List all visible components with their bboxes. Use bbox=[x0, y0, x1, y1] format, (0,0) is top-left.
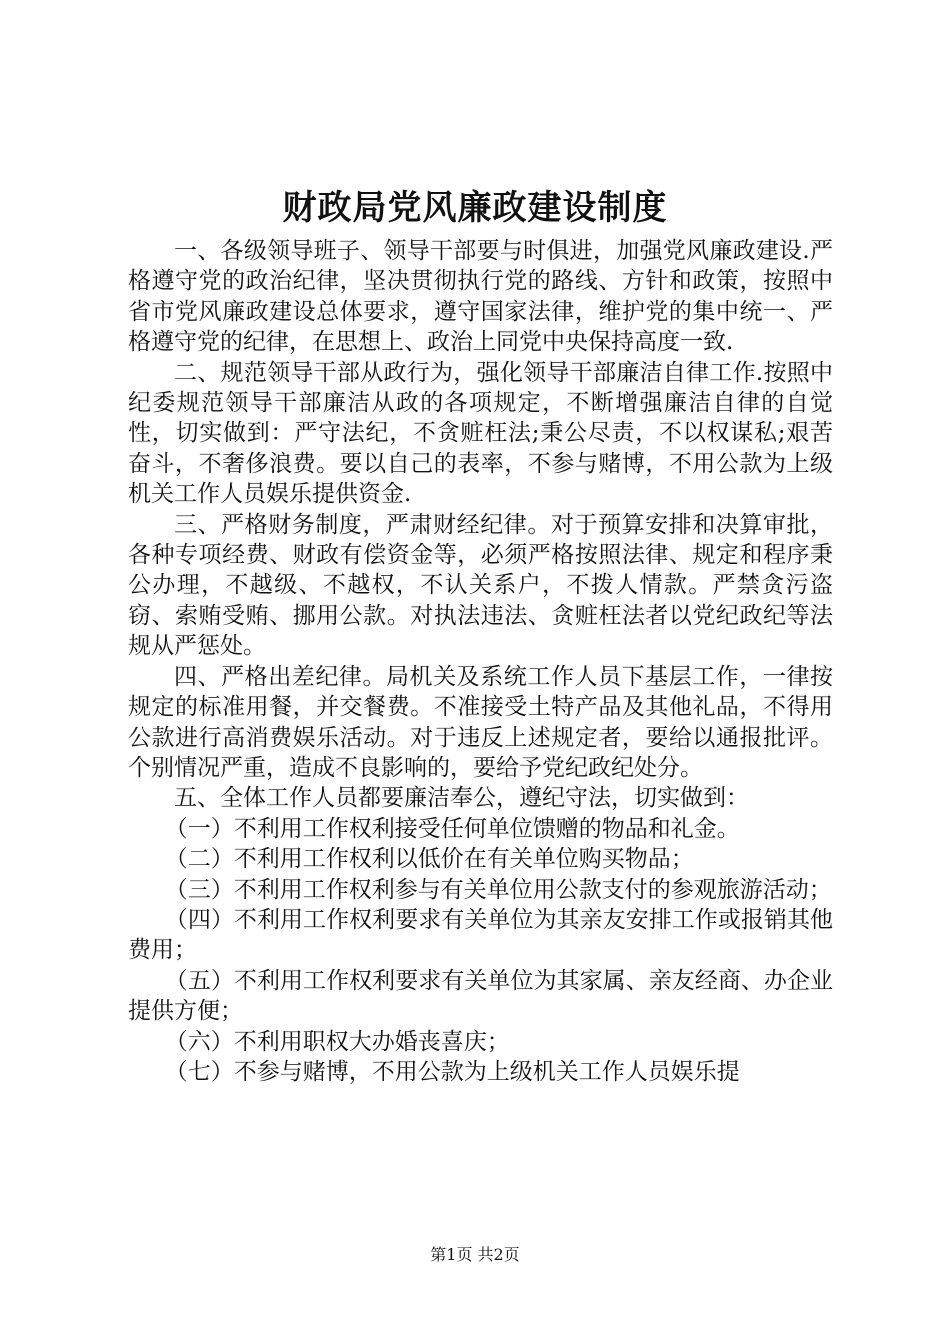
paragraph-5: 五、全体工作人员都要廉洁奉公，遵纪守法，切实做到： bbox=[174, 785, 749, 812]
list-item-2: （二）不利用工作权利以低价在有关单位购买物品； bbox=[164, 846, 694, 873]
paragraph-4: 四、严格出差纪律。局机关及系统工作人员下基层工作，一律按规定的标准用餐，并交餐费。不准接受土特产品及其他礼品，不得用公款进行高消费娱乐活动。对于违反上述规定者，要给以通报批评。个别情况严重，造成不良影响的，要给予党纪政纪处分。 bbox=[128, 663, 833, 781]
list-item-5: （五）不利用工作权利要求有关单位为其家属、亲友经商、办企业提供方便； bbox=[128, 967, 833, 1025]
document-title: 财政局党风廉政建设制度 bbox=[282, 188, 668, 228]
list-item-4: （四）不利用工作权利要求有关单位为其亲友安排工作或报销其他费用； bbox=[128, 906, 833, 964]
list-item-1: （一）不利用工作权利接受任何单位馈赠的物品和礼金。 bbox=[164, 815, 740, 842]
paragraph-3: 三、严格财务制度，严肃财经纪律。对于预算安排和决算审批，各种专项经费、财政有偿资金等，必须严格按照法律、规定和程序秉公办理，不越级、不越权，不认关系户，不拨人情款。严禁贪污盗窃、索贿受贿、挪用公款。对执法违法、贪赃枉法者以党纪政纪等法规从严惩处。 bbox=[128, 511, 833, 660]
list-item-6: （六）不利用职权大办婚丧喜庆； bbox=[164, 1028, 510, 1055]
list-item-3: （三）不利用工作权利参与有关单位用公款支付的参观旅游活动； bbox=[164, 876, 832, 903]
paragraph-1: 一、各级领导班子、领导干部要与时俱进，加强党风廉政建设.严格遵守党的政治纪律，坚决贯彻执行党的路线、方针和政策，按照中省市党风廉政建设总体要求，遵守国家法律，维护党的集中统一、严格遵守党的纪律，在思想上、政治上同党中央保持高度一致. bbox=[128, 238, 833, 356]
document-body bbox=[128, 236, 833, 1087]
page-footer: 第1页 共2页 bbox=[430, 1245, 520, 1264]
paragraph-2: 二、规范领导干部从政行为，强化领导干部廉洁自律工作.按照中纪委规范领导干部廉洁从政的各项规定，不断增强廉洁自律的自觉性，切实做到：严守法纪，不贪赃枉法;秉公尽责，不以权谋私;艰苦奋斗，不奢侈浪费。要以自己的表率，不参与赌博，不用公款为上级机关工作人员娱乐提供资金. bbox=[128, 359, 833, 508]
list-item-7: （七）不参与赌博，不用公款为上级机关工作人员娱乐提 bbox=[164, 1058, 740, 1085]
